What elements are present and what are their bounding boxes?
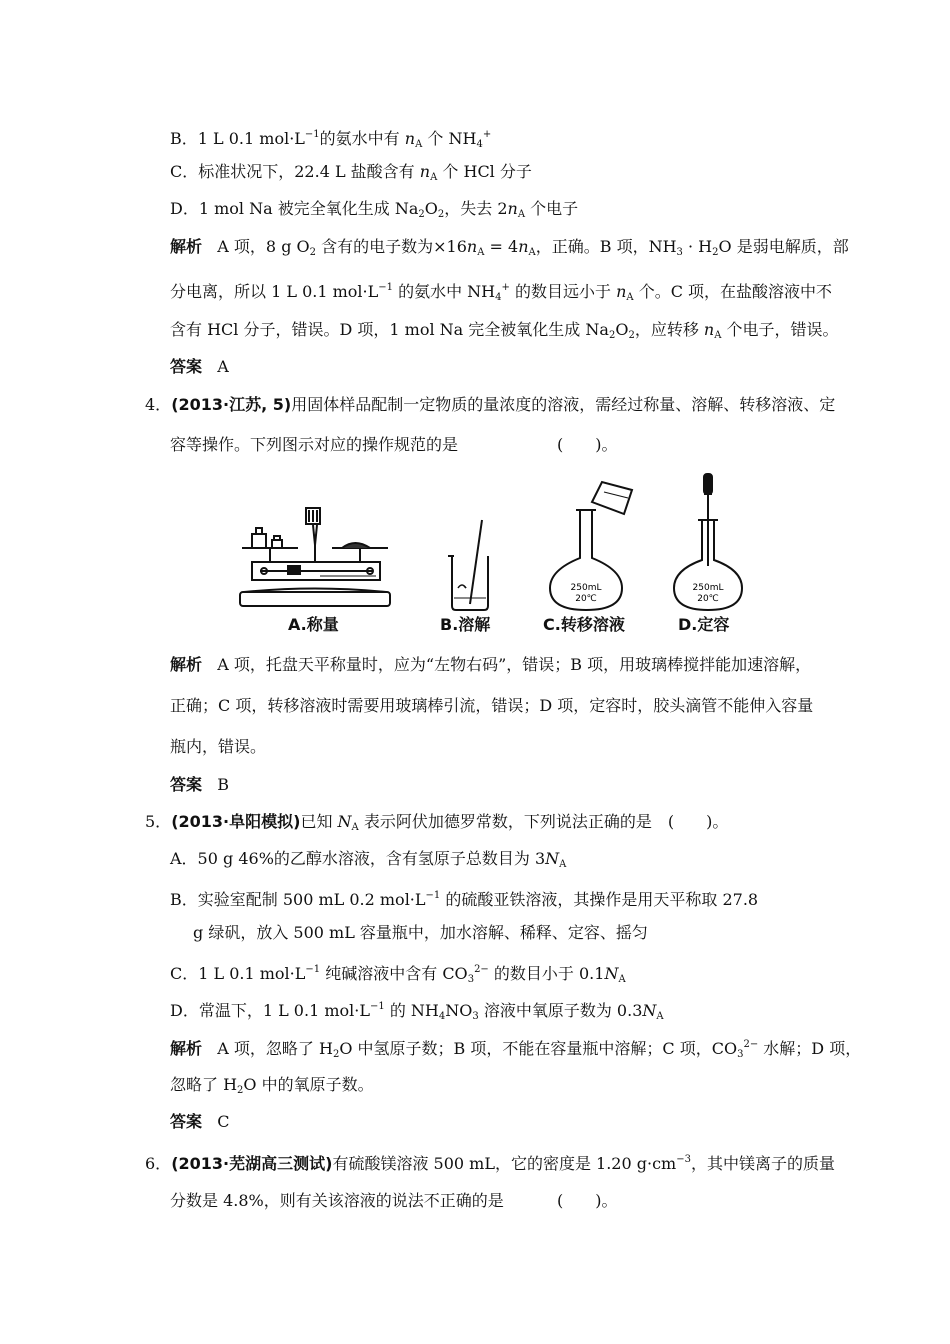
beaker-illustration [448,520,488,610]
q5-option-d: D．常温下，1 L 0.1 $mol\cdot L^{-1}$ 的 $NH_4NO_3$ 溶液中氧原子数为 $0.3N_A$ [170,1001,664,1022]
q3-explanation-line-2: 分电离，所以 1 L 0.1 $mol\cdot L^{-1}$ 的氨水中 $NH_4^+$ 的数目远小于 $n_A$ 个。C 项，在盐酸溶液中不 [170,282,833,303]
q6-blank: ( )。 [557,1191,618,1210]
q4-blank: ( )。 [557,435,618,454]
q3-option-c: C．标准状况下，22.4 L 盐酸含有 $n_A$ 个 HCl 分子 [170,162,532,183]
q5-option-c: C．1 L 0.1 $mol\cdot L^{-1}$ 纯碱溶液中含有 $CO_3^{2-}$ 的数目小于 $0.1N_A$ [170,964,626,985]
caption-a-weighing: A.称量 [288,615,339,634]
q5-option-b-line-2: g 绿矾，放入 500 mL 容量瓶中，加水溶解、稀释、定容、摇匀 [193,923,648,942]
answer-label: 答案 [170,775,203,794]
q5-answer: 答案 C [170,1112,230,1131]
caption-b-dissolving: B.溶解 [440,615,491,634]
flask-c-temp-label: 20℃ [575,594,597,604]
caption-c-transfer: C.转移溶液 [543,615,625,634]
q3-option-d: D．1 mol Na 被完全氧化生成 $Na_2O_2$，失去 $2n_A$ 个电子 [170,199,579,220]
q5-option-b-line-1: B．实验室配制 500 mL 0.2 $mol\cdot L^{-1}$ 的硫酸亚铁溶液，其操作是用天平称取 27.8 [170,890,759,909]
q3-explanation-line-1: 解析 A 项，8 g $O_2$ 含有的电子数为$\times 16n_A = 4n_A$，正确。B 项，$NH_3 \cdot H_2O$ 是弱电解质，部 [170,237,849,258]
explanation-label: 解析 [170,655,203,674]
q5-option-a: A．50 g 46%的乙醇水溶液，含有氢原子总数目为 $3N_A$ [170,849,567,870]
q4-stem-line-1: 4．(2013·江苏, 5)用固体样品配制一定物质的量浓度的溶液，需经过称量、溶解、转移溶液、定 [145,395,836,414]
q6-stem-line-1: 6．(2013·芜湖高三测试)有硫酸镁溶液 500 mL，它的密度是 1.20 $g\cdot cm^{-3}$，其中镁离子的质量 [145,1154,835,1173]
flask-c-volume-label: 250mL [570,583,602,593]
explanation-label: 解析 [170,1039,203,1058]
answer-label: 答案 [170,357,203,376]
caption-d-constant-volume: D.定容 [678,615,730,634]
q3-answer: 答案 A [170,357,229,376]
q5-stem: 5．(2013·阜阳模拟)已知 $N_A$ 表示阿伏加德罗常数，下列说法正确的是 ( )。 [145,812,729,833]
balance-illustration [240,508,390,606]
explanation-label: 解析 [170,237,203,256]
q5-explanation-line-2: 忽略了 $H_2O$ 中的氧原子数。 [170,1075,374,1096]
q6-stem-line-2: 分数是 4.8%，则有关该溶液的说法不正确的是 [170,1191,504,1210]
q4-explanation-line-3: 瓶内，错误。 [170,737,267,756]
q4-stem-line-2: 容等操作。下列图示对应的操作规范的是 [170,435,459,454]
q5-explanation-line-1: 解析 A 项，忽略了 $H_2O$ 中氢原子数；B 项，不能在容量瓶中溶解；C 项，$CO_3^{2-}$ 水解；D 项， [170,1039,862,1060]
q4-explanation-line-2: 正确；C 项，转移溶液时需要用玻璃棒引流，错误；D 项，定容时，胶头滴管不能伸入容量 [170,696,814,715]
flask-d-temp-label: 20℃ [697,594,719,604]
answer-label: 答案 [170,1112,203,1131]
q4-answer: 答案 B [170,775,230,794]
q4-explanation-line-1: 解析 A 项，托盘天平称量时，应为“左物右码”，错误；B 项，用玻璃棒搅拌能加速溶解， [170,655,812,674]
q3-explanation-line-3: 含有 HCl 分子，错误。D 项，1 mol Na 完全被氧化生成 $Na_2O_2$，应转移 $n_A$ 个电子，错误。 [170,320,839,341]
q3-option-b: B．1 L 0.1 $mol\cdot L^{-1}$的氨水中有 $n_A$ 个 $NH_4^+$ [170,129,492,150]
flask-d-volume-label: 250mL [692,583,724,593]
